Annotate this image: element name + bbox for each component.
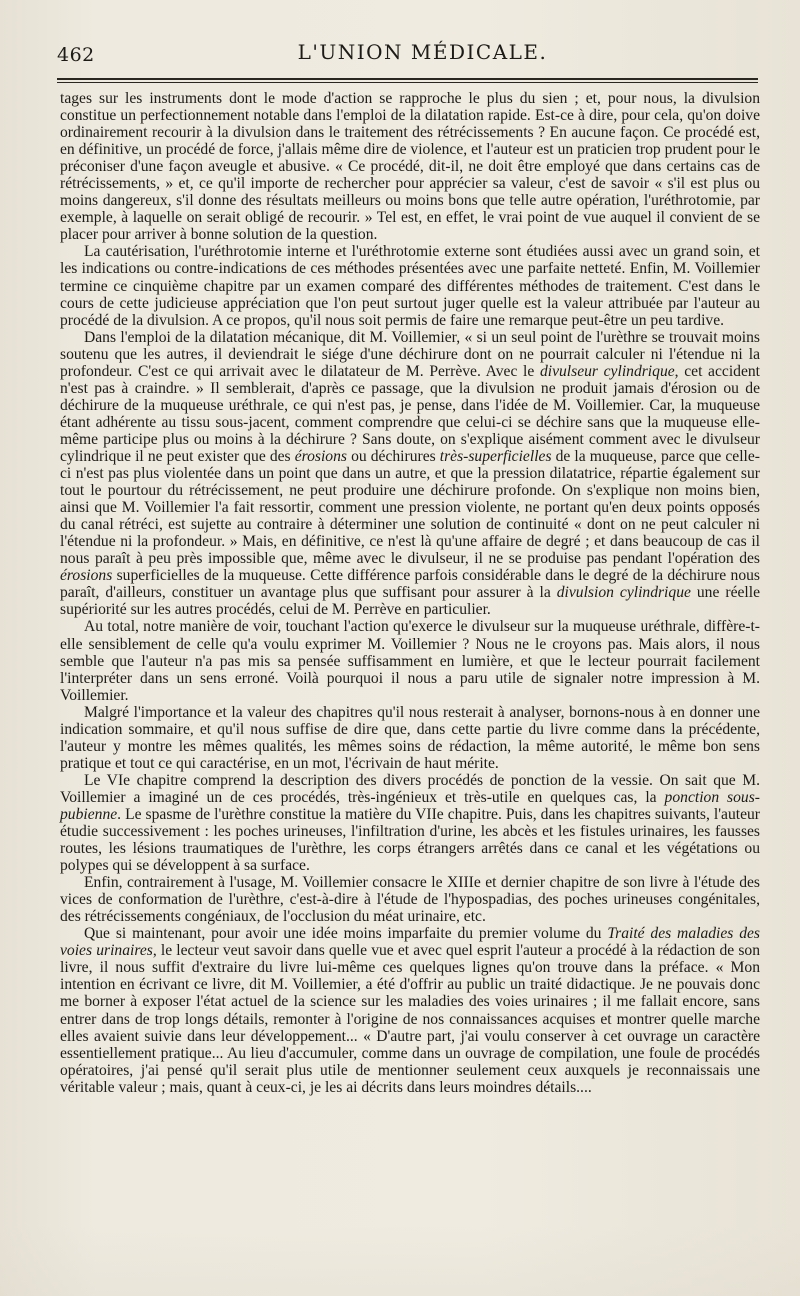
italic-term: érosions <box>60 567 113 585</box>
paragraph <box>60 618 760 703</box>
paragraph <box>60 90 760 243</box>
paragraph <box>60 925 760 1095</box>
text-run: Enfin, contrairement à l'usage, M. Voillemier consacre le XIIIe et dernier chapitre de son livre à l'étude des vices de conformation de l'urèthre, c'est-à-dire à l'étude de l'hypospadias, des poches urineuses congénitales, des rétrécissements congéniaux, de l'occlusion du méat urinaire, etc. <box>60 874 760 926</box>
text-run: superficielles de la muqueuse. Cette différence parfois considérable dans le degré de la déchirure nous paraît, d'ailleurs, constituer un avantage plus que suffisant pour assurer à la <box>60 567 760 602</box>
text-run: , cet accident n'est pas à craindre. » Il semblerait, d'après ce passage, que la divulsion ne produit jamais d'érosion ou de déchirure de la muqueuse uréthrale, ce qui n'est pas, je pense, dans l'idée de M. Voillemier. Car, la muqueuse étant adhérente au tissu sous-jacent, comment comprendre que celui-ci se déchire sans que la muqueuse elle-même participe plus ou moins à la déchirure ? Sans doute, on s'explique aisément comment avec le divulseur cylindrique il ne peut exister que des <box>60 362 760 465</box>
text-run: Le VIe chapitre comprend la description des divers procédés de ponction de la vessie. On sait que M. Voillemier a imaginé un de ces procédés, très-ingénieux et très-utile en quelques cas, la <box>60 771 760 806</box>
paragraph <box>60 772 760 874</box>
paragraph <box>60 329 760 619</box>
text-run: tages sur les instruments dont le mode d'action se rapproche le plus du sien ; et, pour nous, la divulsion constitue un perfectionnement notable dans l'emploi de la dilatation rapide. Est-ce à dire, pour cela, qu'on doive ordinairement recourir à la divulsion dans le traitement des rétrécissements ? En aucune façon. Ce procédé est, en définitive, un procédé de force, j'allais même dire de violence, et l'auteur est un praticien trop prudent pour le préconiser d'une façon aveugle et abusive. « Ce procédé, dit-il, ne doit être employé que dans certains cas de rétrécissements, » et, ce qu'il importe de rechercher pour apprécier sa valeur, c'est de savoir « s'il est plus ou moins dangereux, s'il donne des résultats meilleurs ou moins bons que telle autre opération, l'uréthrotomie, par exemple, à laquelle on serait obligé de recourir. » Tel est, en effet, le vrai point de vue auquel il convient de se placer pour arriver à bonne solution de la question. <box>60 90 760 244</box>
article-body <box>60 90 760 1096</box>
italic-term: érosions <box>294 447 347 465</box>
text-run: Malgré l'importance et la valeur des chapitres qu'il nous resterait à analyser, bornons-nous à en donner une indication sommaire, et qu'il nous suffise de dire que, dans cette partie du livre comme dans la précédente, l'auteur y montre les mêmes qualités, les mêmes soins de rédaction, la même autorité, le même bon sens pratique et tout ce qui caractérise, en un mot, l'écrivain de haut mérite. <box>60 703 760 772</box>
text-run: une réelle supériorité sur les autres procédés, celui de M. Perrève en particulier. <box>60 584 760 619</box>
text-run: , le lecteur veut savoir dans quelle vue et avec quel esprit l'auteur a procédé à la rédaction de son livre, il nous suffit d'extraire du livre lui-même ces quelques lignes qu'on trouve dans la préface. « Mon intention en écrivant ce livre, dit M. Voillemier, a été d'offrir au public un traité didactique. Je ne pouvais donc me borner à exposer l'état actuel de la science sur les maladies des voies urinaires ; il me fallait encore, sans entrer dans de trop longs détails, remonter à l'origine de nos connaissances acquises et montrer quelle marche elles avaient suivie dans leur développement... « D'autre part, j'ai voulu conserver à cet ouvrage un caractère essentiellement pratique... Au lieu d'accumuler, comme dans un ouvrage de compilation, une foule de procédés opératoires, j'ai pensé qu'il serait plus utile de mentionner seulement ceux auxquels je reconnaissais une véritable valeur ; mais, quant à ceux-ci, je les ai décrits dans leurs moindres détails.... <box>60 942 760 1096</box>
text-run: de la muqueuse, parce que celle-ci n'est pas plus violentée dans un point que dans un autre, et que la pression dilatatrice, répartie également sur tout le pourtour du rétrécissement, ne peut produire une déchirure profonde. On s'explique non moins bien, ainsi que M. Voillemier l'a fait ressortir, comment une pression violente, ne portant qu'en deux points opposés du canal rétréci, est sujette au contraire à déterminer une solution de continuité « dont on ne peut calculer ni l'étendue ni la profondeur. » Mais, en définitive, ce n'est là qu'une affaire de degré ; et dans beaucoup de cas il nous paraît à peu près impossible que, même avec le divulseur, il ne se produise pas pendant l'opération des <box>60 447 761 568</box>
paragraph <box>60 704 760 772</box>
running-title: L'UNION MÉDICALE. <box>297 40 548 64</box>
italic-term: très-superficielles <box>439 447 552 465</box>
italic-term: divulseur cylindrique <box>539 362 675 380</box>
text-run: Que si maintenant, pour avoir une idée moins imparfaite du premier volume du <box>84 925 608 943</box>
text-run: La cautérisation, l'uréthrotomie interne et l'uréthrotomie externe sont étudiées aussi avec un grand soin, et les indications ou contre-indications de ces méthodes présentées avec une parfaite netteté. Enfin, M. Voillemier termine ce cinquième chapitre par un examen comparé des différentes méthodes de traitement. C'est dans le cours de cette judicieuse appréciation que l'on peut surtout juger quelle est la valeur attribuée par l'auteur au procédé de la divulsion. A ce propos, qu'il nous soit permis de faire une remarque peut-être un peu tardive. <box>60 243 760 329</box>
italic-term: Traité des maladies des voies urinaires <box>60 925 760 960</box>
paragraph <box>60 874 760 925</box>
italic-term: ponction sous-pubienne <box>60 788 760 823</box>
paragraph <box>60 243 760 328</box>
italic-term: divulsion cylindrique <box>556 584 691 602</box>
text-run: Dans l'emploi de la dilatation mécanique, dit M. Voillemier, « si un seul point de l'urèthre se trouvait moins soutenu que les autres, il deviendrait le siége d'une déchirure dont on ne pourrait calculer ni l'étendue ni la profondeur. C'est ce qui arrivait avec le dilatateur de M. Perrève. Avec le <box>60 328 760 380</box>
text-run: . Le spasme de l'urèthre constitue la matière du VIIe chapitre. Puis, dans les chapitres suivants, l'auteur étudie successivement : les poches urineuses, l'infiltration d'urine, les abcès et les fistules urinaires, les fausses routes, les lésions traumatiques de l'urèthre, les corps étrangers arrêtés dans ce canal et les végétations ou polypes qui se développent à sa surface. <box>60 805 760 875</box>
page-header <box>57 38 758 74</box>
text-run: ou déchirures <box>346 447 440 465</box>
header-rule <box>57 78 758 80</box>
page-number: 462 <box>57 44 95 66</box>
text-run: Au total, notre manière de voir, touchant l'action qu'exerce le divulseur sur la muqueuse uréthrale, diffère-t-elle sensiblement de celle qu'a voulu exprimer M. Voillemier ? Nous ne le croyons pas. Mais alors, il nous semble que l'auteur n'a pas mis sa pensée suffisamment en lumière, et que le lecteur pourrait facilement l'interpréter dans un sens erroné. Voilà pourquoi il nous a paru utile de signaler notre impression à M. Voillemier. <box>60 618 760 704</box>
header-rule-thin <box>57 82 758 83</box>
